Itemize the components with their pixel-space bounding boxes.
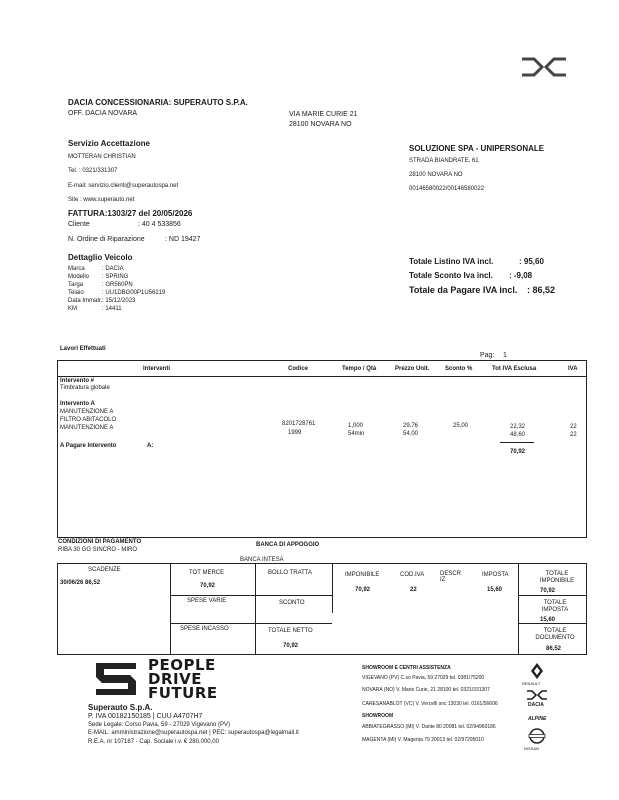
listino-value: : 95,60	[519, 257, 544, 266]
tot-netto-value: 70,92	[283, 643, 299, 649]
showroom-0: VIGEVANO (PV) C.so Pavia, 59 27029 tel. 0381/75200	[362, 675, 485, 681]
vehicle-row	[68, 273, 165, 281]
vehicle-row-label: Targa	[68, 282, 84, 288]
col-codice: Codice	[288, 366, 309, 372]
col-total: Tot IVA Esclusa	[492, 366, 537, 372]
tot-imponibile-label: TOTALE IMPONIBILE	[539, 571, 575, 584]
row1-discount: 25,00	[453, 423, 469, 429]
dacia-small-logo-icon	[526, 690, 548, 700]
vehicle-row-label: Modello	[68, 274, 90, 280]
brand-alpine: ALPINE	[528, 716, 547, 722]
footer-sede: Sede Legale: Corso Pavia, 59 - 27029 Vigevano (PV)	[88, 722, 230, 728]
conditions-value: RIBA 30 GG SINCRO - MIRO	[58, 547, 138, 553]
dealer-email: E-mail: servizio.clienti@superautospa.net	[68, 183, 179, 189]
row1-price: 29,76	[403, 423, 419, 429]
col-interventi: Interventi	[143, 366, 171, 372]
page-label: Pag:	[480, 352, 495, 359]
vehicle-row	[68, 289, 165, 297]
imposta-label: IMPOSTA	[482, 572, 509, 578]
scadenze-label: SCADENZE	[88, 567, 121, 573]
ordine-label: N. Ordine di Riparazione	[68, 236, 145, 243]
row2-total: 48,60	[510, 432, 526, 438]
listino-label: Totale Listino IVA incl.	[409, 257, 494, 266]
codiva-label: COD.IVA	[400, 572, 425, 578]
vehicle-row-value: : GR560PN	[102, 282, 133, 288]
tot-documento-label: TOTALE DOCUMENTO	[535, 628, 575, 641]
vehicle-row-value: : SPRING	[102, 274, 129, 280]
vehicle-row-label: KM	[68, 306, 77, 312]
cliente-label: Cliente	[68, 221, 90, 228]
codiva-value: 22	[410, 587, 417, 593]
a-pagare-suffix: A:	[147, 443, 154, 449]
row2-code: 1999	[288, 430, 302, 436]
superauto-logo-icon	[90, 659, 142, 699]
imponibile-label: IMPONIBILE	[345, 572, 380, 578]
intervention2-line1: MANUTENZIONE A	[60, 409, 114, 415]
pagare-value: : 86,52	[527, 285, 556, 295]
a-pagare-label: A Pagare Intervento	[60, 443, 117, 449]
descr-label: DESCR IZ	[440, 571, 462, 583]
row2-vat: 22	[570, 432, 577, 438]
showroom2-0: ABBIATEGRASSO (MI) V. Dante 80 20081 tel. 02/94960186	[362, 724, 496, 730]
footer-email: E-MAIL: amministrazione@superautospa.net | PEC: superautospa@legalmail.it	[88, 730, 299, 736]
vehicle-row-value: : UU1DBG00P1U56219	[102, 290, 166, 296]
row2-price: 54,00	[403, 431, 419, 437]
col-vat: IVA	[568, 366, 578, 372]
vehicle-row	[68, 305, 165, 313]
tot-merce-value: 70,92	[200, 583, 216, 589]
tot-merce-label: TOT MERCE	[189, 570, 225, 576]
row1-qty: 1,000	[348, 423, 364, 429]
work-table	[57, 360, 587, 538]
customer-vat: 00146580022/00146580022	[409, 186, 485, 192]
col-price: Prezzo Unit.	[395, 366, 430, 372]
slogan-line1: DRIVE	[148, 670, 202, 688]
intervention2-line2: FILTRO ABITACOLO	[60, 417, 117, 423]
intervention1-desc: Timbratura globale	[60, 385, 110, 391]
tot-imponibile-value: 70,92	[540, 588, 556, 594]
dealer-tel: Tel. : 0321/331307	[68, 168, 118, 174]
address-line2: 28100 NOVARA NO	[289, 121, 352, 128]
bollo-label: BOLLO TRATTA	[268, 570, 313, 576]
pagare-label: Totale da Pagare IVA incl.	[409, 285, 518, 295]
dealer-site: Site : www.superauto.net	[68, 197, 135, 203]
ordine-value: : ND 19427	[165, 236, 201, 243]
bank-label: BANCA DI APPOGGIO	[256, 542, 320, 548]
customer-city: 28100 NOVARA NO	[409, 172, 463, 178]
dacia-logo-icon	[520, 56, 568, 78]
sconto-total-label: Totale Sconto Iva incl.	[409, 271, 493, 280]
vehicle-title: Dettaglio Veicolo	[68, 253, 133, 262]
vehicle-row-label: Telaio	[68, 290, 84, 296]
showroom-title: SHOWROOM E CENTRI ASSISTENZA	[362, 665, 451, 671]
address-line1: VIA MARIE CURIE 21	[289, 111, 358, 118]
scadenze-value: 30/06/26 86,52	[60, 580, 101, 586]
row1-code: 8201728761	[282, 421, 316, 427]
company-name: DACIA CONCESSIONARIA: SUPERAUTO S.P.A.	[68, 98, 248, 107]
vehicle-details	[68, 265, 165, 313]
sconto-label: SCONTO	[279, 600, 305, 606]
row1-vat: 22	[570, 424, 577, 430]
intervention2-line3: MANUTENZIONE A	[60, 425, 114, 431]
vehicle-row	[68, 265, 165, 273]
tot-imposta-label: TOTALE IMPOSTA	[541, 600, 569, 613]
sconto-total-value: : -9,08	[509, 271, 533, 280]
invoice-number: FATTURA:1303/27 del 20/05/2026	[68, 209, 193, 218]
operator: MOTTERAN CHRISTIAN	[68, 154, 136, 160]
brand-dacia: DACIA	[528, 702, 544, 708]
slogan-line0: PEOPLE	[148, 656, 216, 674]
tot-netto-label: TOTALE NETTO	[268, 628, 313, 634]
row1-total: 22,32	[510, 424, 526, 430]
brand-renault: RENAULT	[522, 681, 541, 686]
customer-name: SOLUZIONE SPA - UNIPERSONALE	[409, 144, 545, 153]
footer-rea: R.E.A. nr 107187 - Cap. Sociale i.v. € 280.000,00	[88, 739, 219, 745]
imponibile-value: 70,92	[355, 587, 371, 593]
vehicle-row-label: Data Immatr.	[68, 298, 103, 304]
vehicle-row-label: Marca	[68, 266, 85, 272]
service-title: Servizio Accettazione	[68, 139, 150, 148]
tot-imposta-value: 15,60	[540, 617, 556, 623]
showroom2-title: SHOWROOM	[362, 713, 394, 719]
imposta-value: 15,60	[487, 587, 503, 593]
showroom-2: CARESANABLOT (VC) V. Vercelli snc 13030 tel. 0161/56606	[362, 701, 498, 707]
intervention1-title: Intervento #	[60, 378, 95, 384]
footer-piva: P. IVA 00182150185 | CUU A4707H7	[88, 713, 203, 720]
slogan-line2: FUTURE	[148, 684, 218, 702]
office-name: OFF. DACIA NOVARA	[68, 110, 138, 117]
vehicle-row	[68, 297, 165, 305]
work-section-label: Lavori Effettuati	[60, 346, 106, 352]
col-qty: Tempo / Qtà	[342, 366, 377, 372]
tot-documento-value: 86,52	[546, 646, 562, 652]
renault-logo-icon	[529, 662, 545, 680]
page-value: 1	[503, 352, 507, 359]
conditions-label: CONDIZIONI DI PAGAMENTO	[58, 539, 142, 545]
vehicle-row-value: : 14411	[102, 306, 122, 312]
row2-qty: 54min	[348, 431, 365, 437]
spese-incasso-label: SPESE INCASSO	[180, 626, 229, 632]
vehicle-row-value: : DACIA	[102, 266, 124, 272]
customer-street: STRADA BIANDRATE, 61	[409, 158, 479, 164]
a-pagare-total: 70,92	[510, 449, 526, 455]
vehicle-row-value: : 15/12/2023	[102, 298, 136, 304]
cliente-value: : 40 4 533856	[138, 221, 181, 228]
footer-company: Superauto S.p.A.	[88, 703, 153, 712]
showroom-1: NOVARA (NO) V. Marie Curie, 21 28100 tel. 0321/331307	[362, 687, 490, 693]
brand-nissan: NISSAN	[524, 746, 539, 751]
showroom2-1: MAGENTA (MI) V. Magenta 79 20013 tel. 02/97295010	[362, 737, 484, 743]
spese-varie-label: SPESE VARIE	[187, 598, 227, 604]
intervention2-line0: Intervento A	[60, 401, 95, 407]
nissan-logo-icon	[528, 727, 546, 745]
vehicle-row	[68, 281, 165, 289]
col-discount: Sconto %	[445, 366, 473, 372]
bank-value: BANCA INTESA	[240, 557, 284, 563]
